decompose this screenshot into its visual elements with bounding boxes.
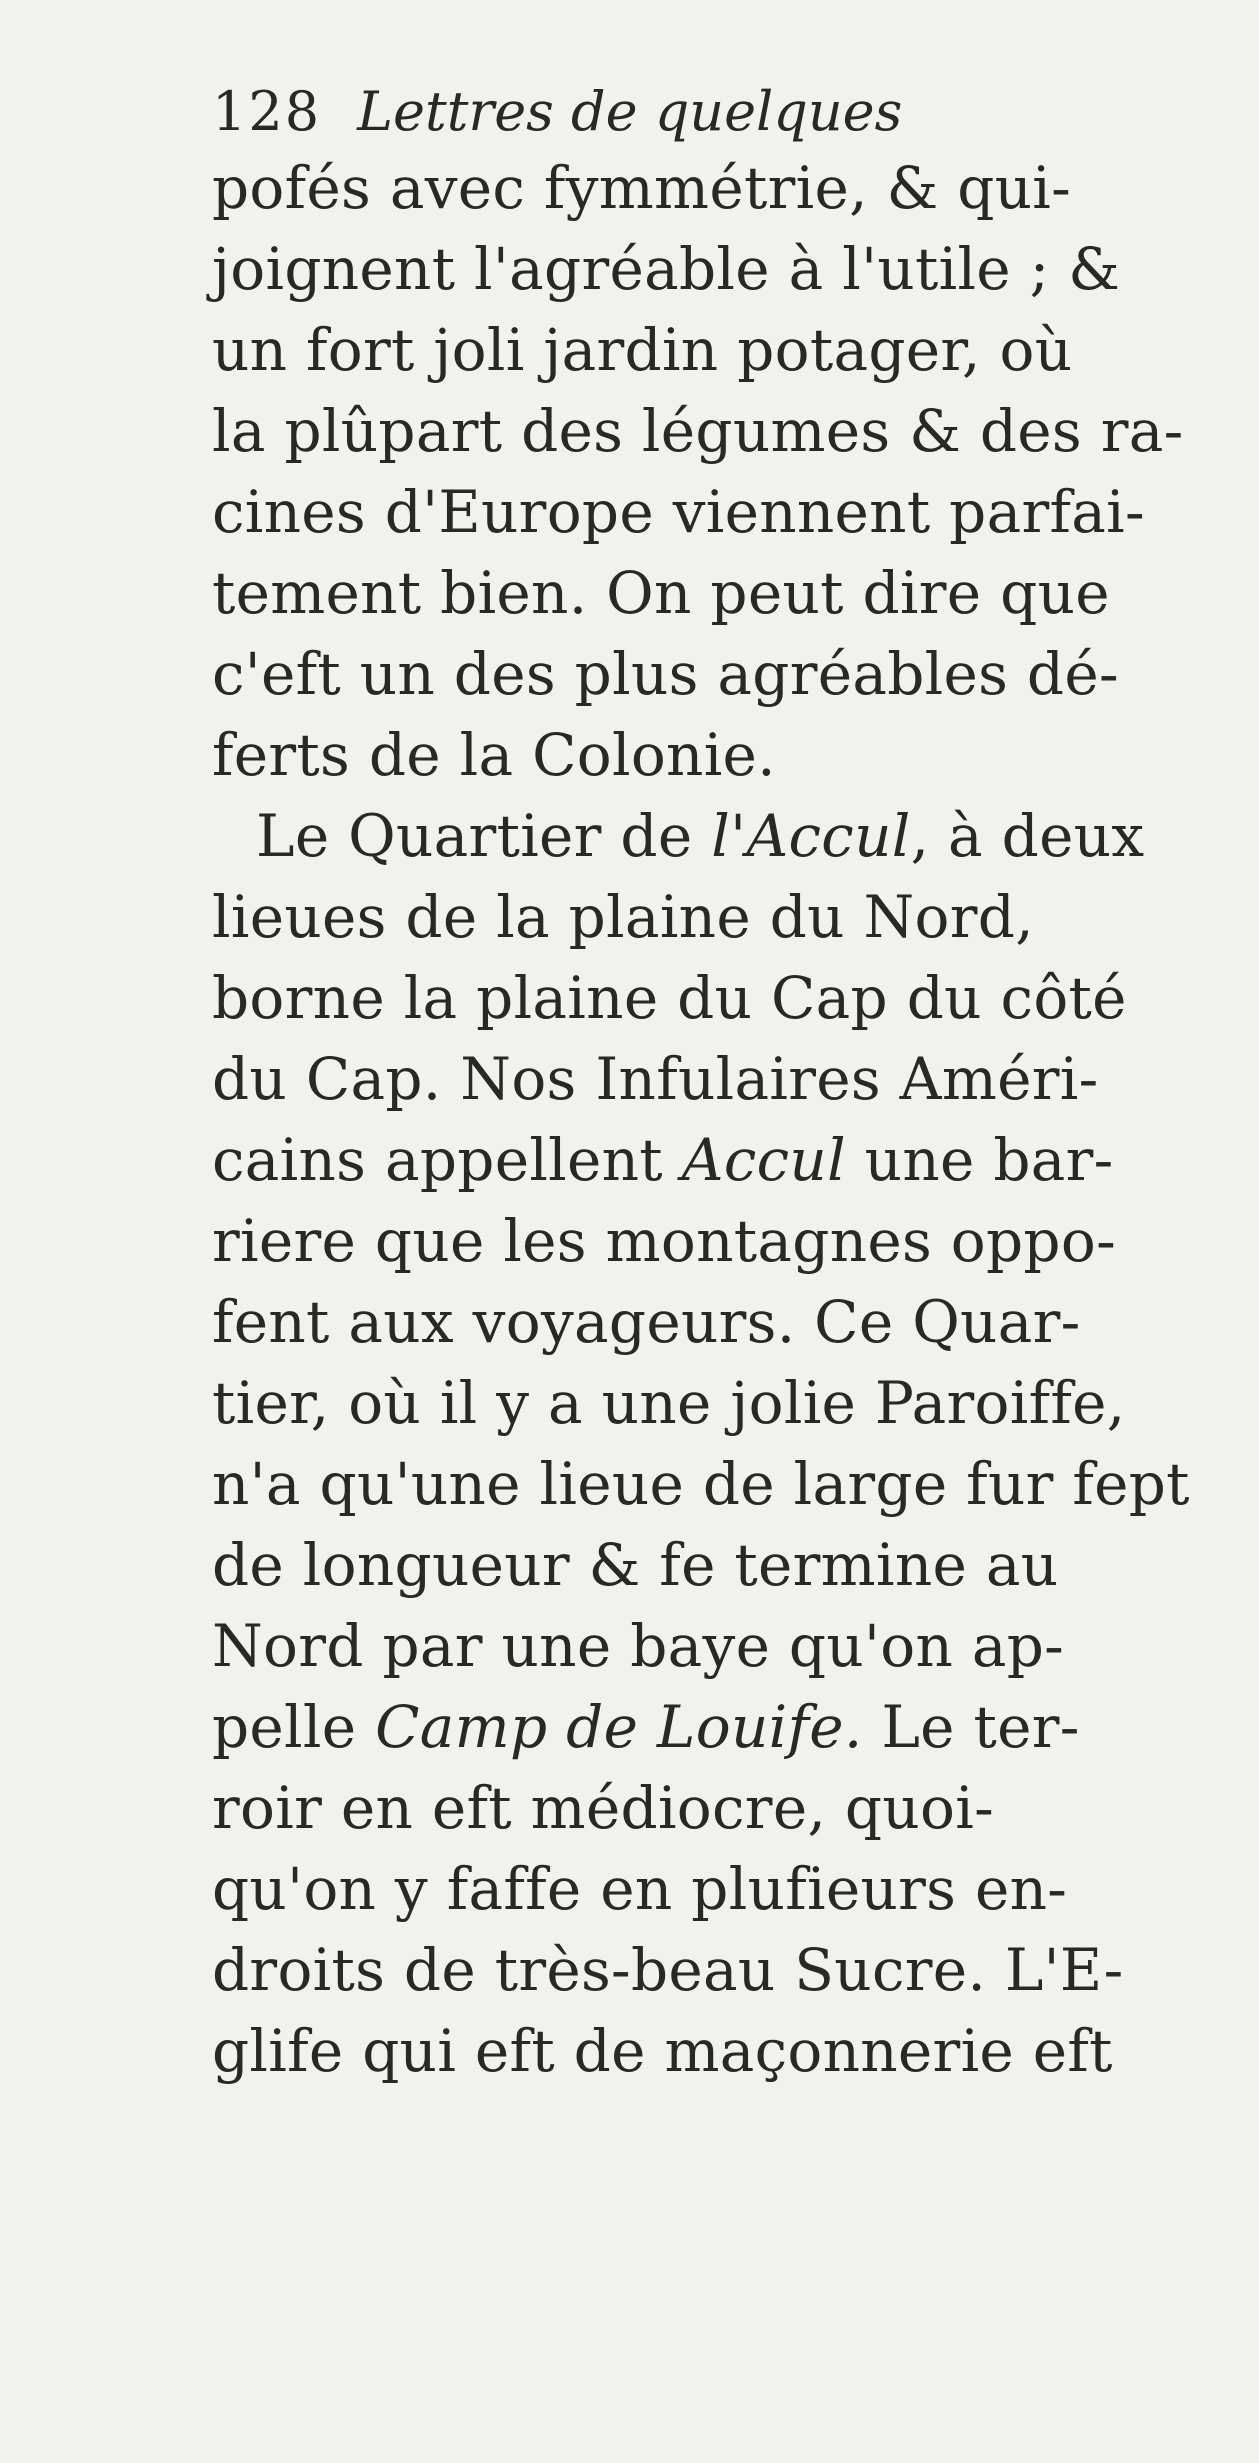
page-number: 128 bbox=[212, 80, 322, 143]
text-line: droits de très-beau Sucre. L'E- bbox=[212, 1936, 1124, 2004]
text-run: cains appellent bbox=[212, 1126, 682, 1194]
text-line: cines d'Europe viennent parfai- bbox=[212, 478, 1145, 546]
text-run: , à deux bbox=[910, 802, 1145, 870]
italic-place-name: l'Accul bbox=[711, 802, 911, 870]
italic-term: Accul bbox=[681, 1126, 846, 1194]
text-line: borne la plaine du Cap du côté bbox=[212, 964, 1127, 1032]
text-line: c'eft un des plus agréables dé- bbox=[212, 640, 1119, 708]
page-header bbox=[212, 72, 1112, 152]
text-run: une bar- bbox=[845, 1126, 1114, 1194]
running-title: Lettres de quelques bbox=[357, 80, 903, 143]
text-line: n'a qu'une lieue de large fur fept bbox=[212, 1450, 1190, 1518]
text-line bbox=[212, 1120, 1114, 1201]
text-line: joignent l'agréable à l'utile ; & bbox=[212, 235, 1121, 303]
text-line: riere que les montagnes oppo- bbox=[212, 1207, 1116, 1275]
text-line: qu'on y faffe en plufieurs en- bbox=[212, 1855, 1068, 1923]
italic-place-name: Camp de Louife. bbox=[375, 1693, 863, 1761]
text-run: Le ter- bbox=[862, 1693, 1080, 1761]
text-line: Nord par une baye qu'on ap- bbox=[212, 1612, 1065, 1680]
text-line: lieues de la plaine du Nord, bbox=[212, 883, 1034, 951]
body-text bbox=[212, 148, 1190, 2092]
text-line: glife qui eft de maçonnerie eft bbox=[212, 2017, 1113, 2085]
text-line: roir en eft médiocre, quoi- bbox=[212, 1774, 994, 1842]
text-line: ferts de la Colonie. bbox=[212, 721, 776, 789]
text-run: Le Quartier de bbox=[256, 802, 712, 870]
text-line: la plûpart des légumes & des ra- bbox=[212, 397, 1184, 465]
text-line: du Cap. Nos Infulaires Améri- bbox=[212, 1045, 1099, 1113]
text-line: un fort joli jardin potager, où bbox=[212, 316, 1073, 384]
text-line bbox=[212, 796, 1145, 877]
text-run: pelle bbox=[212, 1693, 376, 1761]
text-line: fent aux voyageurs. Ce Quar- bbox=[212, 1288, 1081, 1356]
text-line: de longueur & fe termine au bbox=[212, 1531, 1059, 1599]
text-line: tier, où il y a une jolie Paroiffe, bbox=[212, 1369, 1126, 1437]
text-line: tement bien. On peut dire que bbox=[212, 559, 1110, 627]
text-line: pofés avec fymmétrie, & qui- bbox=[212, 154, 1072, 222]
text-line bbox=[212, 1687, 1080, 1768]
